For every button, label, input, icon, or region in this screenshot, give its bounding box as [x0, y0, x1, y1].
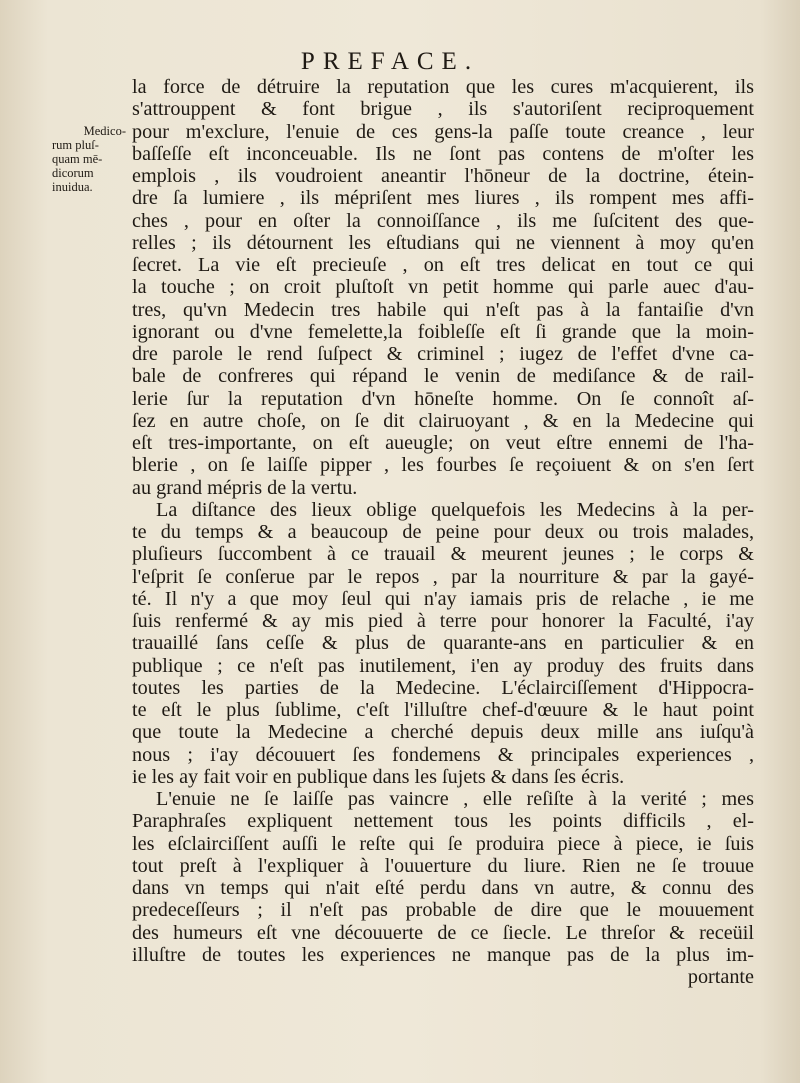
margin-note-line: rum pluſ- — [52, 138, 99, 152]
text-line: te du temps & a beaucoup de peine pour deux ou trois malades, — [132, 521, 754, 543]
text-line: ches , pour en oſter la connoiſſance , ils me ſuſcitent des que- — [132, 209, 754, 232]
text-line: ſuis renfermé & ay mis pied à terre pour honorer la Faculté, i'ay — [132, 610, 754, 632]
text-line: dre parole le rend ſuſpect & criminel ; iugez de l'effet d'vne ca- — [132, 343, 754, 365]
text-line: te eſt le plus ſublime, c'eſt l'illuſtre chef-d'œuure & le haut point — [132, 699, 754, 721]
catchword: portante — [687, 966, 754, 988]
text-line: publique ; ce n'eſt pas inutilement, i'en ay produy des fruits dans — [132, 654, 754, 677]
text-line: ignorant ou d'vne femelette,la foibleſſe eſt ſi grande que la moin- — [132, 320, 754, 343]
text-line: pour m'exclure, l'enuie de ces gens-la paſſe toute creance , leur — [132, 120, 754, 143]
body-text — [132, 76, 754, 988]
text-line: s'attrouppent & font brigue , ils s'autoriſent reciproquement — [132, 98, 754, 121]
text-line: L'enuie ne ſe laiſſe pas vaincre , elle reſiſte à la verité ; mes — [156, 788, 754, 810]
text-line: La diſtance des lieux oblige quelquefois les Medecins à la per- — [156, 498, 754, 521]
text-line: eſt tres-importante, on eſt aueugle; on veut eſtre ennemi de l'ha- — [132, 432, 754, 454]
text-line: tres, qu'vn Medecin tres habile qui n'eſt pas à la fantaiſie d'vn — [132, 298, 754, 321]
text-line: pluſieurs ſuccombent à ce trauail & meurent jeunes ; le corps & — [132, 543, 754, 566]
margin-note-line: Medico- — [83, 124, 126, 138]
text-line: l'eſprit ſe conſerue par le repos , par la nourriture & par la gayé- — [132, 565, 754, 588]
margin-note-line: dicorum — [52, 166, 94, 180]
running-head: PREFACE. — [300, 48, 480, 75]
text-line: au grand mépris de la vertu. — [132, 476, 358, 499]
text-line: bale de confreres qui répand le venin de mediſance & de rail- — [132, 365, 754, 388]
text-line: que toute la Medecine a cherché depuis deux mille ans iuſqu'à — [132, 721, 754, 744]
text-line: Paraphraſes expliquent nettement tous les points difficils , el- — [132, 810, 754, 833]
margin-note-line: inuidua. — [52, 180, 93, 194]
text-line: ſecret. La vie eſt precieuſe , on eſt tres delicat en tout ce qui — [132, 254, 754, 276]
text-line: emplois , ils voudroient aneantir l'hōneur de la doctrine, étein- — [132, 165, 754, 187]
text-line: predeceſſeurs ; il n'eſt pas probable de dire que le mouuement — [132, 899, 754, 922]
text-line: lerie ſur la reputation d'vn hōneſte homme. On ſe connoît aſ- — [132, 387, 754, 410]
text-line: blerie , on ſe laiſſe pipper , les fourbes ſe reçoiuent & on s'en ſert — [132, 454, 754, 477]
text-line: illuſtre de toutes les experiences ne manque pas de la plus im- — [132, 943, 754, 966]
text-line: té. Il n'y a que moy ſeul qui n'ay iamais pris de relache , ie me — [132, 587, 754, 610]
text-line: dans vn temps qui n'ait eſté perdu dans vn autre, & connu des — [132, 877, 754, 899]
text-line: dre ſa lumiere , ils mépriſent mes liures , ils rompent mes affi- — [132, 187, 754, 210]
text-line: tout preſt à l'expliquer à l'ouuerture du liure. Rien ne ſe trouue — [132, 854, 754, 877]
margin-note-line: quam mē- — [52, 152, 103, 166]
text-line: toutes les parties de la Medecine. L'éclairciſſement d'Hippocra- — [132, 676, 754, 699]
text-line: relles ; ils détournent les eſtudians qui ne viennent à moy qu'en — [132, 231, 754, 254]
margin-note — [46, 124, 126, 194]
text-line: ie les ay fait voir en publique dans les ſujets & dans ſes écris. — [132, 765, 625, 788]
text-line: des humeurs eſt vne découuerte de ce ſiecle. Le threſor & receüil — [132, 921, 754, 944]
text-line: la force de détruire la reputation que les cures m'acquierent, ils — [132, 76, 754, 98]
text-line: ſez en autre choſe, on ſe dit clairuoyant , & en la Medecine qui — [132, 409, 754, 432]
text-line: la touche ; on croit pluſtoſt vn petit homme qui parle auec d'au- — [132, 276, 754, 299]
text-line: baſſeſſe eſt inconceuable. Ils ne ſont pas contens de m'oſter les — [132, 142, 754, 165]
text-line: trauaillé ſans ceſſe & plus de quarante-ans en particulier & en — [132, 632, 754, 655]
text-line: les eſclairciſſent auſſi le reſte qui ſe produira piece à piece, ie ſuis — [132, 832, 754, 855]
text-line: nous ; i'ay découuert ſes fondemens & principales experiences , — [132, 743, 754, 766]
